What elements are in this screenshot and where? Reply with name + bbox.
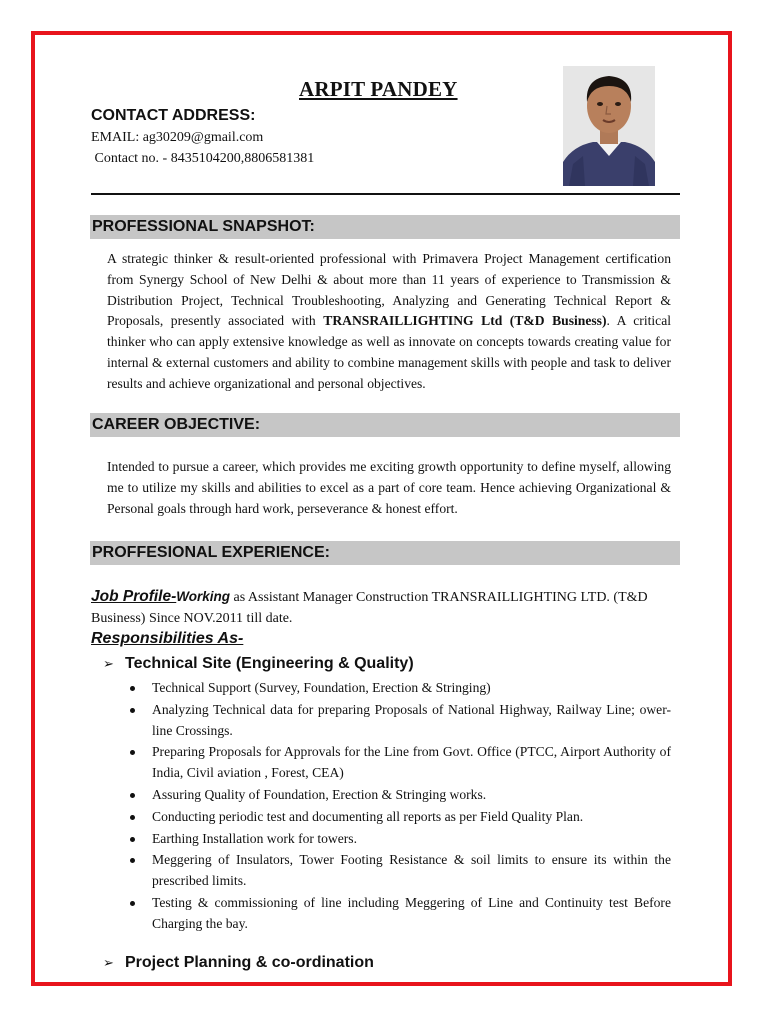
list-item (128, 850, 671, 892)
arrowhead-icon: ➢ (103, 956, 114, 971)
list-item (128, 807, 671, 828)
bullet-dot-icon (130, 837, 135, 842)
arrowhead-icon: ➢ (103, 657, 114, 672)
list-item-text: Meggering of Insulators, Tower Footing Resistance & soil limits to ensure its within the prescribed limits. (152, 852, 671, 889)
candidate-name: ARPIT PANDEY (299, 77, 458, 101)
bullet-dot-icon (130, 708, 135, 713)
list-item-text: Conducting periodic test and documenting all reports as per Field Quality Plan. (152, 808, 584, 824)
section-project-planning (103, 954, 374, 972)
objective-heading: CAREER OBJECTIVE: (90, 413, 680, 437)
bullet-dot-icon (130, 793, 135, 798)
snapshot-text-post: . A critical thinker who can apply extensive knowledge as well as innovate on concepts towards creating value for internal & external customers and ability to combine management skills with people and task to deliver results and achieve organizational and personal objectives. (107, 313, 672, 391)
list-item-text: Analyzing Technical data for preparing Proposals of National Highway, Railway Line; ower-line Crossings. (152, 701, 671, 738)
header-divider (91, 193, 680, 195)
section-technical-site-title: Technical Site (Engineering & Quality) (125, 655, 414, 672)
responsibilities-label: Responsibilities As- (91, 630, 244, 647)
phone-line: Contact no. - 8435104200,8806581381 (91, 151, 315, 166)
list-item (128, 700, 671, 742)
job-working-label: Working (176, 589, 231, 604)
responsibility-list (128, 678, 671, 936)
objective-paragraph: Intended to pursue a career, which provides me exciting growth opportunity to define myself, allowing me to utilize my skills and abilities to excel as a part of core team. Hence achieving Organizational & Personal goals through hard work, perseverance & honest effort. (107, 459, 671, 516)
list-item (128, 678, 671, 699)
bullet-dot-icon (130, 815, 135, 820)
list-item-text: Testing & commissioning of line including Meggering of Line and Continuity test Before Charging the bay. (152, 894, 671, 931)
list-item (128, 785, 671, 806)
job-profile-label: Job Profile- (91, 588, 177, 605)
job-description: as Assistant Manager Construction TRANSRAILLIGHTING LTD. (T&D Business) Since NOV.2011 till date. (91, 590, 648, 626)
list-item-text: Technical Support (Survey, Foundation, Erection & Stringing) (152, 680, 491, 695)
snapshot-heading: PROFESSIONAL SNAPSHOT: (90, 215, 680, 239)
list-item (128, 829, 671, 850)
list-item (128, 893, 671, 935)
section-project-planning-title: Project Planning & co-ordination (125, 954, 374, 971)
list-item-text: Assuring Quality of Foundation, Erection & Stringing works. (152, 786, 487, 802)
profile-photo (563, 66, 655, 186)
contact-heading: CONTACT ADDRESS: (91, 107, 256, 124)
job-profile-line (91, 586, 681, 629)
section-technical-site (103, 655, 414, 673)
bullet-dot-icon (130, 901, 135, 906)
bullet-dot-icon (130, 686, 135, 691)
bullet-dot-icon (130, 858, 135, 863)
experience-heading: PROFFESIONAL EXPERIENCE: (90, 541, 680, 565)
email-line: EMAIL: ag30209@gmail.com (91, 130, 264, 145)
bullet-dot-icon (130, 750, 135, 755)
list-item-text: Earthing Installation work for towers. (152, 830, 357, 846)
list-item-text: Preparing Proposals for Approvals for the Line from Govt. Office (PTCC, Airport Authority of India, Civil aviation , Forest, CEA) (152, 744, 671, 781)
snapshot-company: TRANSRAILLIGHTING Ltd (T&D Business) (323, 313, 607, 329)
snapshot-text-pre: A strategic thinker & result-oriented professional with Primavera Project Management certification from Synergy School of New Delhi & about more than 11 years of experience to Transmission & Distribution Project, Technical Troubleshooting, Analyzing and Generating Technical Report & Proposals, presently associated with (107, 251, 671, 329)
snapshot-paragraph (107, 249, 671, 395)
list-item (128, 742, 671, 784)
